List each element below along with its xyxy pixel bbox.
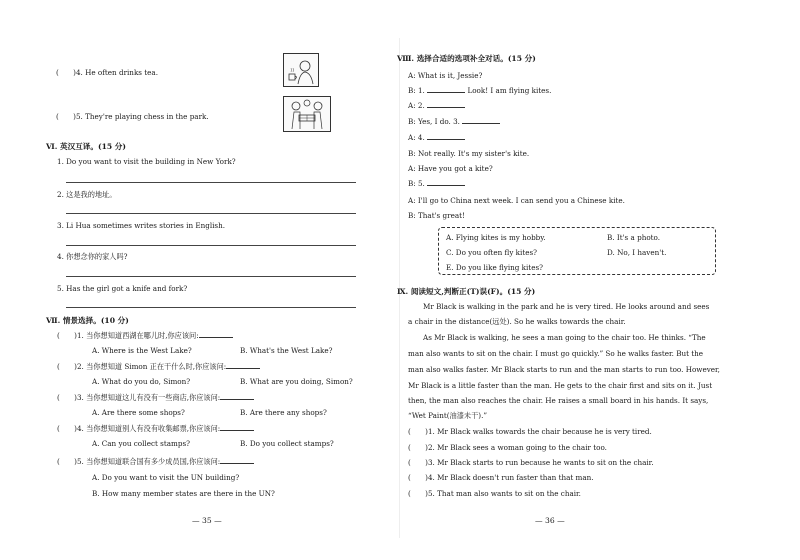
dialogue-line: A: 2. bbox=[408, 101, 465, 110]
answer-line-2[interactable] bbox=[66, 213, 356, 214]
translation-item-3: 3. Li Hua sometimes writes stories in English. bbox=[57, 221, 226, 230]
option-d: D. No, I haven't. bbox=[607, 248, 667, 257]
translation-item-1: 1. Do you want to visit the building in New York? bbox=[57, 157, 236, 166]
answer-line-4[interactable] bbox=[66, 276, 356, 277]
picture-question-5: ( )5. They're playing chess in the park. bbox=[56, 112, 209, 121]
option-a: A. Are there some shops? bbox=[92, 408, 185, 417]
option-b: B. Are there any shops? bbox=[240, 408, 327, 417]
translation-item-5: 5. Has the girl got a knife and fork? bbox=[57, 284, 188, 293]
passage-line: man also walks faster. Mr Black starts to run and the man starts to run too. However, bbox=[408, 365, 720, 374]
option-b: B. What are you doing, Simon? bbox=[240, 377, 353, 386]
situation-question-4: ( )4. 当你想知道别人有没有收集邮票,你应该问: bbox=[57, 424, 254, 434]
dialogue-line: A: I'll go to China next week. I can send you a Chinese kite. bbox=[408, 196, 625, 205]
answer-blank[interactable] bbox=[226, 362, 260, 369]
true-false-item-3: ( )3. Mr Black starts to run because he wants to sit on the chair. bbox=[408, 458, 654, 467]
situation-question-5: ( )5. 当你想知道联合国有多少成员国,你应该问: bbox=[57, 457, 254, 467]
dialogue-line: B: Yes, I do. 3. bbox=[408, 117, 500, 126]
section-8-title: Ⅷ. 选择合适的选项补全对话。(15 分) bbox=[397, 54, 536, 63]
passage-line: Mr Black is walking in the park and he is very tired. He looks around and sees bbox=[423, 302, 710, 311]
option-a: A. Flying kites is my hobby. bbox=[446, 233, 546, 242]
answer-blank[interactable] bbox=[220, 393, 254, 400]
dialogue-line: A: 4. bbox=[408, 133, 465, 142]
picture-question-4: ( )4. He often drinks tea. bbox=[56, 68, 158, 77]
passage-line: As Mr Black is walking, he sees a man going to the chair too. He thinks. “The bbox=[423, 333, 706, 342]
option-a: A. What do you do, Simon? bbox=[92, 377, 191, 386]
answer-blank[interactable] bbox=[427, 179, 465, 186]
answer-blank[interactable] bbox=[427, 86, 465, 93]
option-a: A. Can you collect stamps? bbox=[92, 439, 190, 448]
page-number: — 35 — bbox=[192, 516, 222, 525]
dialogue-line: A: Have you got a kite? bbox=[408, 164, 493, 173]
passage-line: man also wants to sit on the chair. I must go quickly.” So he walks faster. But the bbox=[408, 349, 704, 358]
option-b: B. It's a photo. bbox=[607, 233, 661, 242]
true-false-item-2: ( )2. Mr Black sees a woman going to the chair too. bbox=[408, 443, 607, 452]
passage-line: “Wet Paint(油漆未干).” bbox=[408, 411, 488, 420]
dialogue-line: B: 1. Look! I am flying kites. bbox=[408, 86, 552, 95]
section-6-title: Ⅵ. 英汉互译。(15 分) bbox=[46, 142, 126, 151]
dialogue-line: A: What is it, Jessie? bbox=[408, 71, 483, 80]
dialogue-line: B: 5. bbox=[408, 179, 465, 188]
section-9-title: Ⅸ. 阅读短文,判断正(T)误(F)。(15 分) bbox=[397, 287, 536, 296]
tea-drinking-picture bbox=[283, 53, 319, 87]
option-b: B. Do you collect stamps? bbox=[240, 439, 334, 448]
translation-item-2: 2. 这是我的地址。 bbox=[57, 190, 117, 199]
answer-blank[interactable] bbox=[462, 117, 500, 124]
situation-question-2: ( )2. 当你想知道 Simon 正在干什么时,你应该问: bbox=[57, 362, 260, 372]
true-false-item-4: ( )4. Mr Black doesn't run faster than that man. bbox=[408, 473, 594, 482]
true-false-item-5: ( )5. That man also wants to sit on the chair. bbox=[408, 489, 581, 498]
answer-line-1[interactable] bbox=[66, 182, 356, 183]
right-page bbox=[397, 0, 800, 560]
page-number: — 36 — bbox=[535, 516, 565, 525]
passage-line: Mr Black is a little faster than the man. He gets to the chair first and sits on it. Just bbox=[408, 381, 713, 390]
chess-park-picture bbox=[283, 96, 331, 132]
passage-line: then, the man also reaches the chair. He raises a small board in his hands. It says, bbox=[408, 396, 709, 405]
answer-blank[interactable] bbox=[427, 101, 465, 108]
answer-blank[interactable] bbox=[427, 133, 465, 140]
option-a: A. Do you want to visit the UN building? bbox=[92, 473, 240, 482]
section-7-title: Ⅶ. 情景选择。(10 分) bbox=[46, 316, 129, 325]
answer-blank[interactable] bbox=[199, 331, 233, 338]
answer-blank[interactable] bbox=[220, 457, 254, 464]
option-a: A. Where is the West Lake? bbox=[92, 346, 192, 355]
answer-line-3[interactable] bbox=[66, 245, 356, 246]
dialogue-line: B: That's great! bbox=[408, 211, 465, 220]
option-e: E. Do you like flying kites? bbox=[446, 263, 543, 272]
dialogue-line: B: Not really. It's my sister's kite. bbox=[408, 149, 530, 158]
passage-line: a chair in the distance(远处). So he walks towards the chair. bbox=[408, 317, 626, 326]
option-b: B. What's the West Lake? bbox=[240, 346, 333, 355]
option-c: C. Do you often fly kites? bbox=[446, 248, 538, 257]
option-b: B. How many member states are there in the UN? bbox=[92, 489, 275, 498]
situation-question-3: ( )3. 当你想知道这儿有没有一些商店,你应该问: bbox=[57, 393, 254, 403]
situation-question-1: ( )1. 当你想知道西湖在哪儿时,你应该问: bbox=[57, 331, 233, 341]
true-false-item-1: ( )1. Mr Black walks towards the chair because he is very tired. bbox=[408, 427, 652, 436]
translation-item-4: 4. 你想念你的家人吗? bbox=[57, 252, 128, 261]
answer-blank[interactable] bbox=[220, 424, 254, 431]
answer-line-5[interactable] bbox=[66, 307, 356, 308]
